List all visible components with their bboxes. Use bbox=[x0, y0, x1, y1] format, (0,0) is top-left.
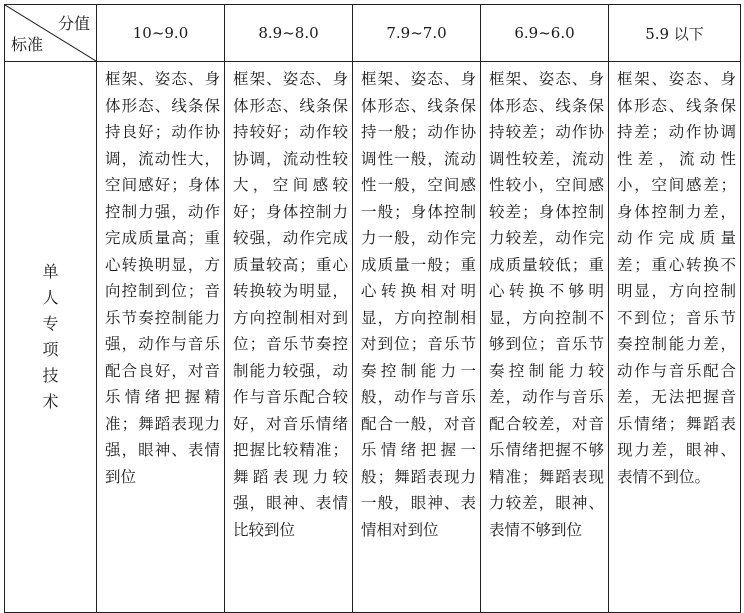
row-label-char: 术 bbox=[42, 392, 59, 411]
column-header-score-range: 10~9.0 bbox=[97, 5, 225, 62]
criteria-cell: 框架、姿态、身体形态、线条保持良好；动作协调，流动性大，空间感好；身体控制力强，动作完成质量高；重心转换明显，方向控制到位；音乐节奏控制能力强，动作与音乐配合良好，对音乐情绪把握精准；舞蹈表现力强，眼神、表情到位 bbox=[97, 62, 225, 613]
column-header-score-range: 6.9~6.0 bbox=[481, 5, 609, 62]
row-label-char: 项 bbox=[42, 340, 59, 359]
criteria-cell: 框架、姿态、身体形态、线条保持一般；动作协调性一般，流动性一般，空间感一般；身体控制力一般，动作完成质量一般；重心转换相对明显，方向控制相对到位；音乐节奏控制能力一般，动作与音乐配合一般，对音乐情绪把握一般；舞蹈表现力一般，眼神、表情相对到位 bbox=[353, 62, 481, 613]
row-label-char: 技 bbox=[42, 366, 59, 385]
row-label bbox=[5, 62, 97, 613]
corner-cell bbox=[5, 5, 97, 62]
column-header-score-range: 5.9 以下 bbox=[609, 5, 741, 62]
criteria-cell: 框架、姿态、身体形态、线条保持较好；动作较协调，流动性较大，空间感较好；身体控制力较强，动作完成质量较高；重心转换较为明显，方向控制相对到位；音乐节奏控制能力较强，动作与音乐配合较好，对音乐情绪把握比较精准；舞蹈表现力较强，眼神、表情比较到位 bbox=[225, 62, 353, 613]
scoring-table bbox=[4, 4, 741, 613]
table-row bbox=[5, 62, 741, 613]
criteria-cell: 框架、姿态、身体形态、线条保持差；动作协调性差，流动性小，空间感差；身体控制力差，动作完成质量差；重心转换不明显，方向控制不到位；音乐节奏控制能力差，动作与音乐配合差，无法把握音乐情绪；舞蹈表现力差，眼神、表情不到位。 bbox=[609, 62, 741, 613]
row-label-char: 人 bbox=[42, 288, 59, 307]
row-label-char: 专 bbox=[42, 314, 59, 333]
row-label-char: 单 bbox=[42, 262, 59, 281]
column-header-score-range: 8.9~8.0 bbox=[225, 5, 353, 62]
header-row bbox=[5, 5, 741, 62]
criteria-cell: 框架、姿态、身体形态、线条保持较差；动作协调性较差，流动性较小，空间感较差；身体控制力较差，动作完成质量较低；重心转换不够明显，方向控制不够到位；音乐节奏控制能力较差，动作与音乐配合较差，对音乐情绪把握不够精准；舞蹈表现力较差，眼神、表情不够到位 bbox=[481, 62, 609, 613]
column-header-score-range: 7.9~7.0 bbox=[353, 5, 481, 62]
corner-standard-label: 标准 bbox=[11, 35, 44, 54]
corner-score-label: 分值 bbox=[57, 14, 90, 33]
